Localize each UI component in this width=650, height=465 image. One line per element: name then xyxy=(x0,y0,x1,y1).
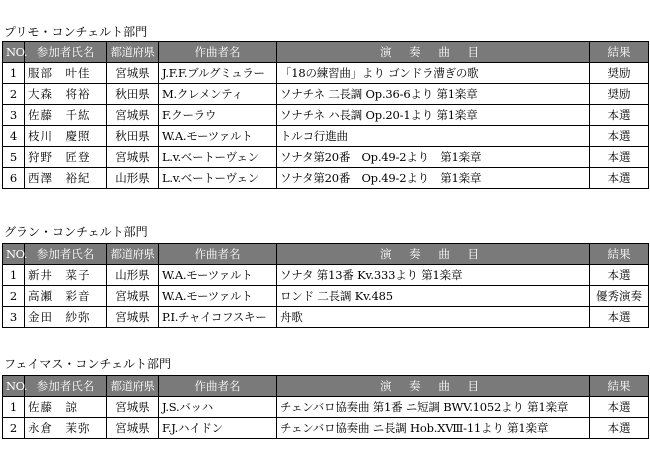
header-participant: 参加者氏名 xyxy=(25,244,107,265)
cell-no: 5 xyxy=(3,147,25,168)
header-no: NO. xyxy=(3,244,25,265)
header-piece: 演 奏 曲 目 xyxy=(277,42,590,63)
header-result: 結果 xyxy=(590,376,649,397)
cell-no: 6 xyxy=(3,168,25,189)
cell-composer: W.A.モーツァルト xyxy=(159,126,277,147)
cell-piece: ロンド 二長調 Kv.485 xyxy=(277,286,590,307)
cell-composer: W.A.モーツァルト xyxy=(159,286,277,307)
cell-result: 本選 xyxy=(590,397,649,418)
table-header-row xyxy=(3,244,649,265)
cell-result: 本選 xyxy=(590,126,649,147)
cell-no: 2 xyxy=(3,84,25,105)
cell-no: 3 xyxy=(3,307,25,328)
section-title-primo: プリモ・コンチェルト部門 xyxy=(4,25,148,39)
cell-prefecture: 宮城県 xyxy=(107,397,159,418)
cell-prefecture: 秋田県 xyxy=(107,126,159,147)
cell-no: 1 xyxy=(3,63,25,84)
header-prefecture: 都道府県 xyxy=(107,376,159,397)
cell-no: 4 xyxy=(3,126,25,147)
cell-prefecture: 宮城県 xyxy=(107,307,159,328)
cell-piece: ソナタ第20番 Op.49-2より 第1楽章 xyxy=(277,147,590,168)
cell-no: 2 xyxy=(3,418,25,439)
table-row xyxy=(3,397,649,418)
cell-piece: 舟歌 xyxy=(277,307,590,328)
header-result: 結果 xyxy=(590,244,649,265)
section-title-grand: グラン・コンチェルト部門 xyxy=(4,225,148,239)
cell-prefecture: 宮城県 xyxy=(107,286,159,307)
table-row xyxy=(3,63,649,84)
cell-composer: J.S.バッハ xyxy=(159,397,277,418)
cell-prefecture: 宮城県 xyxy=(107,147,159,168)
cell-no: 2 xyxy=(3,286,25,307)
header-composer: 作曲者名 xyxy=(159,244,277,265)
cell-composer: P.I.チャイコフスキー xyxy=(159,307,277,328)
cell-name: 枝川 慶照 xyxy=(25,126,107,147)
header-participant: 参加者氏名 xyxy=(25,42,107,63)
table-row xyxy=(3,168,649,189)
cell-name: 大森 将裕 xyxy=(25,84,107,105)
cell-piece: ソナチネ 二長調 Op.36-6より 第1楽章 xyxy=(277,84,590,105)
table-row xyxy=(3,147,649,168)
cell-result: 本選 xyxy=(590,265,649,286)
cell-result: 本選 xyxy=(590,105,649,126)
header-no: NO. xyxy=(3,376,25,397)
header-result: 結果 xyxy=(590,42,649,63)
cell-result: 奨励 xyxy=(590,63,649,84)
cell-piece: ソナチネ ハ長調 Op.20-1より 第1楽章 xyxy=(277,105,590,126)
cell-name: 高瀬 彩音 xyxy=(25,286,107,307)
cell-prefecture: 秋田県 xyxy=(107,84,159,105)
cell-piece: ソナタ第20番 Op.49-2より 第1楽章 xyxy=(277,168,590,189)
cell-no: 1 xyxy=(3,397,25,418)
cell-no: 3 xyxy=(3,105,25,126)
header-piece: 演 奏 曲 目 xyxy=(277,376,590,397)
cell-composer: L.v.ベートーヴェン xyxy=(159,147,277,168)
cell-composer: F.クーラウ xyxy=(159,105,277,126)
table-header-row xyxy=(3,42,649,63)
table-row xyxy=(3,265,649,286)
table-row xyxy=(3,84,649,105)
cell-composer: W.A.モーツァルト xyxy=(159,265,277,286)
cell-name: 服部 叶佳 xyxy=(25,63,107,84)
table-header-row xyxy=(3,376,649,397)
cell-piece: チェンバロ協奏曲 第1番 ニ短調 BWV.1052より 第1楽章 xyxy=(277,397,590,418)
cell-name: 佐藤 千紘 xyxy=(25,105,107,126)
header-prefecture: 都道府県 xyxy=(107,42,159,63)
cell-prefecture: 宮城県 xyxy=(107,105,159,126)
cell-name: 佐藤 諒 xyxy=(25,397,107,418)
cell-result: 本選 xyxy=(590,168,649,189)
cell-result: 本選 xyxy=(590,418,649,439)
cell-piece: チェンバロ協奏曲 ニ長調 Hob.ⅩⅧ-11より 第1楽章 xyxy=(277,418,590,439)
table-row xyxy=(3,126,649,147)
cell-result: 優秀演奏 xyxy=(590,286,649,307)
table-row xyxy=(3,418,649,439)
header-piece: 演 奏 曲 目 xyxy=(277,244,590,265)
cell-no: 1 xyxy=(3,265,25,286)
cell-composer: J.F.F.ブルグミュラー xyxy=(159,63,277,84)
cell-prefecture: 山形県 xyxy=(107,168,159,189)
cell-prefecture: 宮城県 xyxy=(107,418,159,439)
table-row xyxy=(3,286,649,307)
section-title-famous: フェイマス・コンチェルト部門 xyxy=(4,357,172,371)
cell-prefecture: 山形県 xyxy=(107,265,159,286)
cell-result: 本選 xyxy=(590,147,649,168)
header-composer: 作曲者名 xyxy=(159,42,277,63)
cell-name: 新井 菜子 xyxy=(25,265,107,286)
results-table-grand xyxy=(2,243,649,328)
results-table-famous xyxy=(2,375,649,439)
cell-name: 狩野 匠登 xyxy=(25,147,107,168)
cell-prefecture: 宮城県 xyxy=(107,63,159,84)
table-row xyxy=(3,307,649,328)
cell-name: 永倉 茉弥 xyxy=(25,418,107,439)
cell-result: 本選 xyxy=(590,307,649,328)
cell-composer: F.J.ハイドン xyxy=(159,418,277,439)
cell-composer: M.クレメンティ xyxy=(159,84,277,105)
header-participant: 参加者氏名 xyxy=(25,376,107,397)
cell-composer: L.v.ベートーヴェン xyxy=(159,168,277,189)
cell-piece: 「18の練習曲」より ゴンドラ漕ぎの歌 xyxy=(277,63,590,84)
cell-name: 金田 紗弥 xyxy=(25,307,107,328)
cell-name: 西澤 裕紀 xyxy=(25,168,107,189)
cell-result: 奨励 xyxy=(590,84,649,105)
header-no: NO. xyxy=(3,42,25,63)
cell-piece: トルコ行進曲 xyxy=(277,126,590,147)
results-table-primo xyxy=(2,41,649,189)
header-prefecture: 都道府県 xyxy=(107,244,159,265)
table-row xyxy=(3,105,649,126)
header-composer: 作曲者名 xyxy=(159,376,277,397)
cell-piece: ソナタ 第13番 Kv.333より 第1楽章 xyxy=(277,265,590,286)
